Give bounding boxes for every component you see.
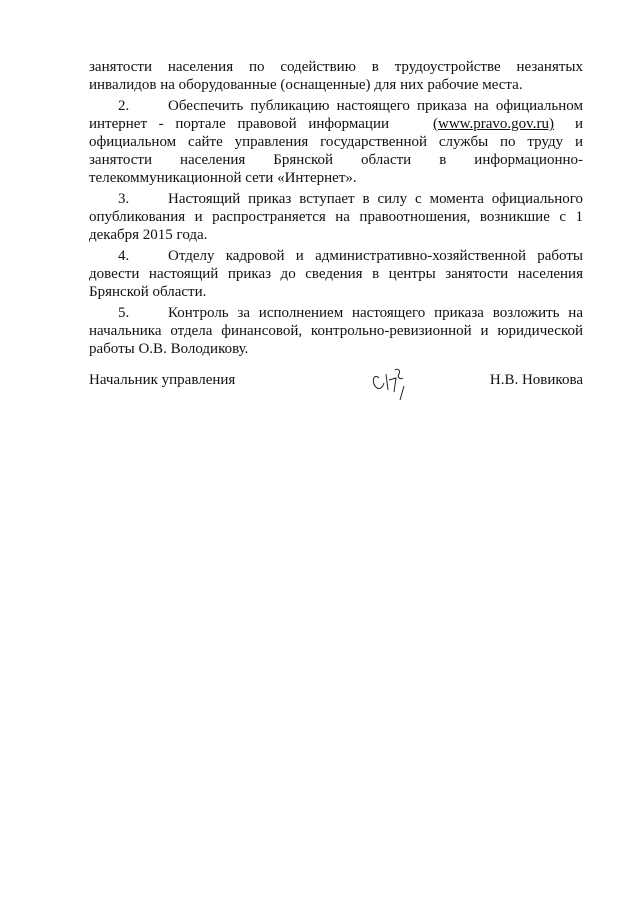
para1-line-2: инвалидов на оборудованные (оснащенные) для них рабочие места. xyxy=(89,77,523,93)
signatory-name: Н.В. Новикова xyxy=(489,372,583,388)
para2-line-3: официальном сайте управления государственной службы по труду и xyxy=(89,134,583,150)
para2-line-2-text: интернет - портале правовой информации xyxy=(89,116,389,132)
para4-number: 4. xyxy=(118,248,130,264)
handwritten-signature xyxy=(369,364,413,406)
signature-block xyxy=(89,372,583,412)
para2-line-2-and: и xyxy=(574,116,583,132)
para3-line-1: Настоящий приказ вступает в силу с момента официального xyxy=(168,191,583,207)
pravo-link[interactable]: (www.pravo.gov.ru) xyxy=(433,116,554,132)
para2-line-4: занятости населения Брянской области в информационно- xyxy=(89,152,583,168)
para4-line-3: Брянской области. xyxy=(89,284,207,300)
para3-line-3: декабря 2015 года. xyxy=(89,227,208,243)
para2-line-2 xyxy=(89,115,583,133)
para5-number: 5. xyxy=(118,305,130,321)
para5-line-1: Контроль за исполнением настоящего приказа возложить на xyxy=(168,305,583,321)
para2-line-1: Обеспечить публикацию настоящего приказа на официальном xyxy=(168,98,583,114)
para2-line-5: телекоммуникационной сети «Интернет». xyxy=(89,170,357,186)
para3-number: 3. xyxy=(118,191,130,207)
para5-line-3: работы О.В. Володикову. xyxy=(89,341,249,357)
para2-number: 2. xyxy=(118,98,130,114)
para3-line-2: опубликования и распространяется на правоотношения, возникшие с 1 xyxy=(89,209,583,225)
signatory-position: Начальник управления xyxy=(89,372,236,388)
para1-line-1: занятости населения по содействию в трудоустройстве незанятых xyxy=(89,59,583,75)
para4-line-1: Отделу кадровой и административно-хозяйственной работы xyxy=(168,248,583,264)
para4-line-2: довести настоящий приказ до сведения в центры занятости населения xyxy=(89,266,583,282)
para5-line-2: начальника отдела финансовой, контрольно-ревизионной и юридической xyxy=(89,323,583,339)
